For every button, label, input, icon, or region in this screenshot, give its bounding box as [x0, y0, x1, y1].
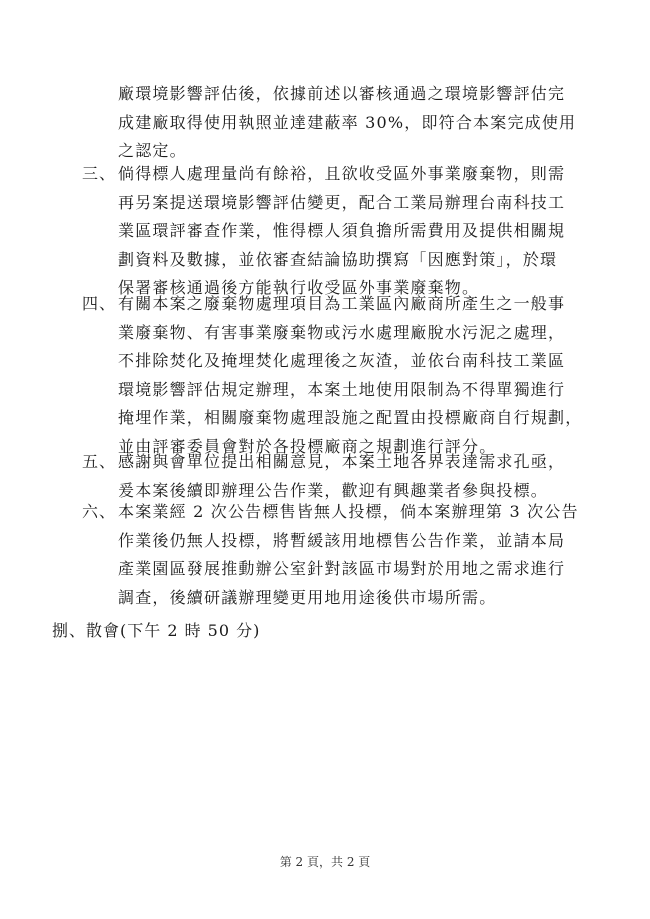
- paragraph-line: 廠環境影響評估後，依據前述以審核通過之環境影響評估完: [118, 84, 566, 103]
- paragraph-line: 再另案提送環境影響評估變更，配合工業局辦理台南科技工: [118, 192, 566, 212]
- paragraph-line: 有關本案之廢棄物處理項目為工業區內廠商所產生之一般事: [118, 294, 566, 313]
- paragraph-line: 不排除焚化及掩埋焚化處理後之灰渣，並依台南科技工業區: [118, 351, 566, 370]
- paragraph-line: 掩埋作業，相關廢棄物處理設施之配置由投標廠商自行規劃，: [118, 408, 583, 427]
- paragraph-line: 產業園區發展推動辦公室針對該區市場對於用地之需求進行: [118, 559, 566, 578]
- paragraph-line: 之認定。: [118, 141, 187, 160]
- paragraph-line: 成建廠取得使用執照並達建蔽率 30%，即符合本案完成使用: [118, 112, 577, 132]
- paragraph-line: 保署審核通過後方能執行收受區外事業廢棄物。: [118, 278, 480, 297]
- paragraph-line: 並由評審委員會對於各投標廠商之規劃進行評分。: [118, 436, 497, 456]
- paragraph-line: 調查，後續研議辦理變更用地用途後供市場所需。: [118, 587, 497, 607]
- meeting-adjourned: 捌、散會(下午 2 時 50 分): [52, 621, 261, 640]
- paragraph-line: 業廢棄物、有害事業廢棄物或污水處理廠脫水污泥之處理，: [118, 322, 566, 342]
- paragraph-line: 本案業經 2 次公告標售皆無人投標，倘本案辦理第 3 次公告: [118, 502, 579, 521]
- item-number: 三、: [82, 164, 117, 183]
- paragraph-line: 環境影響評估規定辦理，本案土地使用限制為不得單獨進行: [118, 379, 566, 399]
- item-number: 六、: [82, 502, 117, 521]
- paragraph-line: 業區環評審查作業，惟得標人須負擔所需費用及提供相關規: [118, 221, 566, 240]
- page-footer: 第 2 頁，共 2 頁: [279, 855, 371, 869]
- paragraph-line: 劃資料及數據，並依審查結論協助撰寫「因應對策」，於環: [118, 249, 558, 269]
- paragraph-line: 倘得標人處理量尚有餘裕，且欲收受區外事業廢棄物，則需: [118, 164, 566, 183]
- paragraph-line: 作業後仍無人投標，將暫緩該用地標售公告作業，並請本局: [118, 530, 566, 550]
- paragraph-line: 爰本案後續即辦理公告作業，歡迎有興趣業者參與投標。: [118, 480, 549, 500]
- paragraph-line: 感謝與會單位提出相關意見，本案土地各界表達需求孔亟，: [118, 452, 566, 471]
- item-number: 五、: [82, 452, 117, 471]
- item-number: 四、: [82, 294, 117, 313]
